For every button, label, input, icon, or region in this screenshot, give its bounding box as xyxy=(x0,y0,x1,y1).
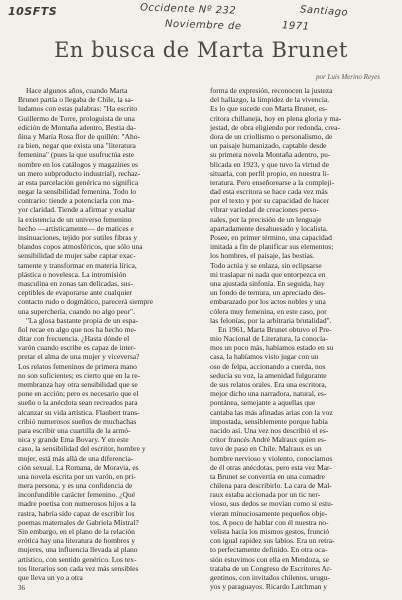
text-line: un mero subproducto industrial), rechaz- xyxy=(18,168,141,178)
right-text-column xyxy=(210,86,384,592)
text-line: Guillermo de Torre, prologuista de una xyxy=(18,113,135,123)
text-line: oso de felpa, accionando a cuerda, nos xyxy=(210,361,326,371)
text-line: Hace algunos años, cuando Marta xyxy=(26,86,128,95)
text-line: contacto rudo o dogmático, parecerá siempre xyxy=(18,297,153,307)
text-line: para escribir una cuartilla de la armó- xyxy=(18,425,131,435)
text-line: mujer, está más allá de una diferencia- xyxy=(18,453,134,463)
article-title: En busca de Marta Brunet xyxy=(54,38,348,62)
text-line: ludamos con estas palabras: "Ha escrito xyxy=(18,104,138,114)
text-line: ar esta parcelación genérica no significa xyxy=(18,177,139,187)
text-line: Todo actúa y se enlaza, sin eclipsarse xyxy=(210,260,322,270)
handwritten-city: Santiago xyxy=(299,4,349,19)
text-line: teratura. Pero enseñorearse a la compleji- xyxy=(210,177,335,187)
text-line: apartadamente desahuesado y localista. xyxy=(210,223,328,233)
text-line: las felonías, por la arbitraria brutalidad". xyxy=(210,315,332,325)
text-line: nica y grande Ema Bovary. Y en este xyxy=(18,435,129,445)
text-line: sión estuvimos con ella en Mendoza, se xyxy=(210,554,329,564)
text-line: vieran minuciosamente pequeños obje- xyxy=(210,508,328,518)
text-line: yor claridad. Tiende a afirmar y exaltar xyxy=(18,205,136,215)
text-line: sensibilidad de mujer sabe captar exac- xyxy=(18,251,136,261)
text-line: un paisaje humanizado, captable desde xyxy=(210,141,327,151)
text-line: mio Nacional de Literatura, la conocía- xyxy=(210,334,328,344)
text-line: masculina en zonas tan delicadas, sus- xyxy=(18,278,133,288)
text-line: inconfundible carácter femenino. ¿Qué xyxy=(18,490,136,500)
article-author: por Luis Merino Reyes xyxy=(316,73,380,81)
text-line: ción sexual. La Romana, de Moravia, es xyxy=(18,462,139,472)
page-number: 36 xyxy=(18,584,25,592)
text-line: insinuaciones, tejido por sutiles fibras y xyxy=(18,233,138,242)
text-line: Posee, en primer término, una capacidad xyxy=(210,233,332,242)
text-line: no son suficientes; es cierto que en la re- xyxy=(18,370,141,380)
text-line: gentinos, con invitados chilenos, urugu- xyxy=(210,572,330,582)
text-line: ñol recae en algo que nos ha hecho me- xyxy=(18,324,137,334)
text-line: hombre nervioso y violento, conocíamos xyxy=(210,453,333,463)
text-line: mujeres, una influencia llevada al plano xyxy=(18,545,138,555)
text-line: pone en acción; pero es necesario que el xyxy=(18,389,139,399)
text-line: Brunet partía o llegaba de Chile, la sa- xyxy=(18,95,134,105)
text-line: una ajustada sinfonía. En seguida, hay xyxy=(210,278,325,288)
handwritten-date: Noviembre de xyxy=(164,18,242,33)
text-line: una novela escrita por un varón, en pri- xyxy=(18,471,136,481)
text-line: "La glosa bastante propia de un espa- xyxy=(26,315,139,325)
text-line: blandos copos atmosféricos, que sólo una xyxy=(18,242,143,252)
handwritten-publication: Occidente Nº 232 xyxy=(139,2,237,17)
handwritten-catalog-code: 10SFTS xyxy=(8,5,58,18)
text-line: vioso, sus dedos se movían como si estu- xyxy=(210,499,334,509)
text-line: chilena para describirlo. La cara de Mal- xyxy=(210,481,332,491)
text-line: plástica o novelesca. La intromisión xyxy=(18,269,127,279)
text-line: critor francés André Malraux quien es- xyxy=(210,435,327,445)
text-line: cribió numerosos sueños de muchachas xyxy=(18,416,137,426)
text-line: contrario: tiende a potenciarla con ma- xyxy=(18,196,134,206)
text-line: tos. A poco de hablar con él nuestra no- xyxy=(210,517,329,527)
text-line: tos literarios son cada vez más sensibles xyxy=(18,563,139,573)
text-line: su primera novela Montaña adentro, pu- xyxy=(210,150,331,160)
text-line: los hombres, el paisaje, las bestias. xyxy=(210,251,315,261)
text-line: nacido así. Una vez nos describió el es- xyxy=(210,425,329,435)
text-line: cantaba las más afinadas arias con la voz xyxy=(210,407,333,417)
text-line: Sin embargo, en el plano de la relación xyxy=(18,527,135,536)
text-line: alcanzar su vida artística. Flaubert trans- xyxy=(18,407,140,417)
text-line: hecho —artísticamente— de matices e xyxy=(18,223,134,233)
text-line: Los relatos femeninos de primera mano xyxy=(18,361,137,371)
text-line: casa, la habíamos visto jugar con un xyxy=(210,352,319,362)
text-line: nales, por la precisión de un lenguaje xyxy=(210,214,322,224)
text-line: que lleva un yo a otra xyxy=(18,572,83,582)
text-line: to perfectamente definido. En otra oca- xyxy=(210,545,328,555)
text-line: artístico, con sentido genérico. Los tex- xyxy=(18,554,137,564)
text-line: blicada en 1923, y que tuvo la virtud de xyxy=(210,159,329,169)
text-line: la existencia de un universo femenino xyxy=(18,214,132,224)
text-line: poemas maternales de Gabriela Mistral? xyxy=(18,517,139,527)
text-line: dad esta escritora se hace cada vez más xyxy=(210,187,328,197)
text-line: femenina" (pues la que usufructúa este xyxy=(18,150,135,160)
text-line: ra bien, negar que exista una "literatura xyxy=(18,141,136,151)
text-line: tuvo de paso en Chile. Malraux es un xyxy=(210,444,322,454)
text-line: nombre en los catálogos y magazines es xyxy=(18,159,138,169)
text-line: ta Brunet se convertía en una comadre xyxy=(210,471,325,481)
text-line: critora chillaneja, hoy en plena gloria y ma- xyxy=(210,113,342,123)
text-line: con igual rapidez sus labios. Era un retra- xyxy=(210,536,335,546)
text-line: varón cuando escribe es capaz de inter- xyxy=(18,343,136,353)
handwritten-year: 1971 xyxy=(281,20,310,33)
text-line: dora de un criollismo o personalismo, de xyxy=(210,131,333,141)
text-line: caso, la sensibilidad del escritor, hombre y xyxy=(18,444,146,454)
text-line: raux estaba accionada por un tic ner- xyxy=(210,490,321,500)
text-line: jestad, de obra eligiendo por redonda, crea- xyxy=(210,122,340,132)
text-line: rastra, habría sido capaz de escribir los xyxy=(18,508,135,518)
text-line: Es lo que sucede con Marta Brunet, es- xyxy=(210,104,328,114)
text-line: forma de expresión, reconocen la justeza xyxy=(210,86,333,95)
text-line: situarla, con perfil propio, en nuestra li- xyxy=(210,168,330,178)
text-line: pretar el alma de una mujer y viceversa? xyxy=(18,352,140,362)
text-line: imitada a fin de planificar sus elementos; xyxy=(210,242,334,252)
text-line: una superchería, cuando no algo peor". xyxy=(18,306,135,316)
text-line: de él otras anécdotas, pero esta vez Mar- xyxy=(210,462,332,472)
text-line: un fondo de ternura, un apreciado des- xyxy=(210,288,326,298)
text-line: cólera muy femenina, en este caso, por xyxy=(210,306,327,316)
text-line: mos un poco más, habíamos estado en su xyxy=(210,343,334,353)
text-line: mi traslapar ni nada que entorpezca en xyxy=(210,269,326,279)
text-line: del hallazgo, la limpidez de la vivencia. xyxy=(210,95,330,105)
text-line: ñina y María Rosa flor de quillén: "Aho- xyxy=(18,131,140,141)
text-line: negar la sensibilidad femenina. Todo lo xyxy=(18,187,137,197)
text-line: embarazado por los actos nobles y una xyxy=(210,297,326,307)
text-line: tamente y transformar en materia lírica, xyxy=(18,260,137,270)
text-line: edición de Montaña adentro, Bestia da- xyxy=(18,122,136,132)
text-line: madre poetisa con numerosos hijos a la xyxy=(18,499,136,509)
text-line: seducía su voz, la amenidad fulgurante xyxy=(210,370,327,380)
text-line: ditar con frecuencia. ¿Hasta dónde el xyxy=(18,334,130,344)
text-line: membranza hay otra sensibilidad que se xyxy=(18,380,138,389)
text-line: impostada, sensiblemente porque había xyxy=(210,416,328,426)
text-line: por el texto y por su capacidad de hacer xyxy=(210,196,330,206)
text-line: yos y paraguayos. Ricardo Latchman y xyxy=(210,582,328,592)
text-line: de sus relatos orales. Era una escritora, xyxy=(210,380,327,389)
text-line: pontánea, semejante a aquellas que xyxy=(210,398,316,408)
text-line: ceptibles de evaporarse ante cualquier xyxy=(18,288,133,298)
left-text-column xyxy=(18,86,190,581)
text-line: vibrar variedad de creaciones perso- xyxy=(210,205,319,215)
text-line: En 1961, Marta Brunet obtuvo el Pre- xyxy=(218,324,332,334)
text-line: mera persona, y es una confidencia de xyxy=(18,481,133,491)
text-line: velista hacía los mismos gestos, frunció xyxy=(210,527,330,536)
text-line: trataba de un Congreso de Escritores Ar- xyxy=(210,563,332,573)
text-line: sueño o la anécdota sean recreados para xyxy=(18,398,138,408)
text-line: erótica hay una literatura de hombres y xyxy=(18,536,136,546)
text-line: mejor dicho una narradora, natural, es- xyxy=(210,389,327,399)
